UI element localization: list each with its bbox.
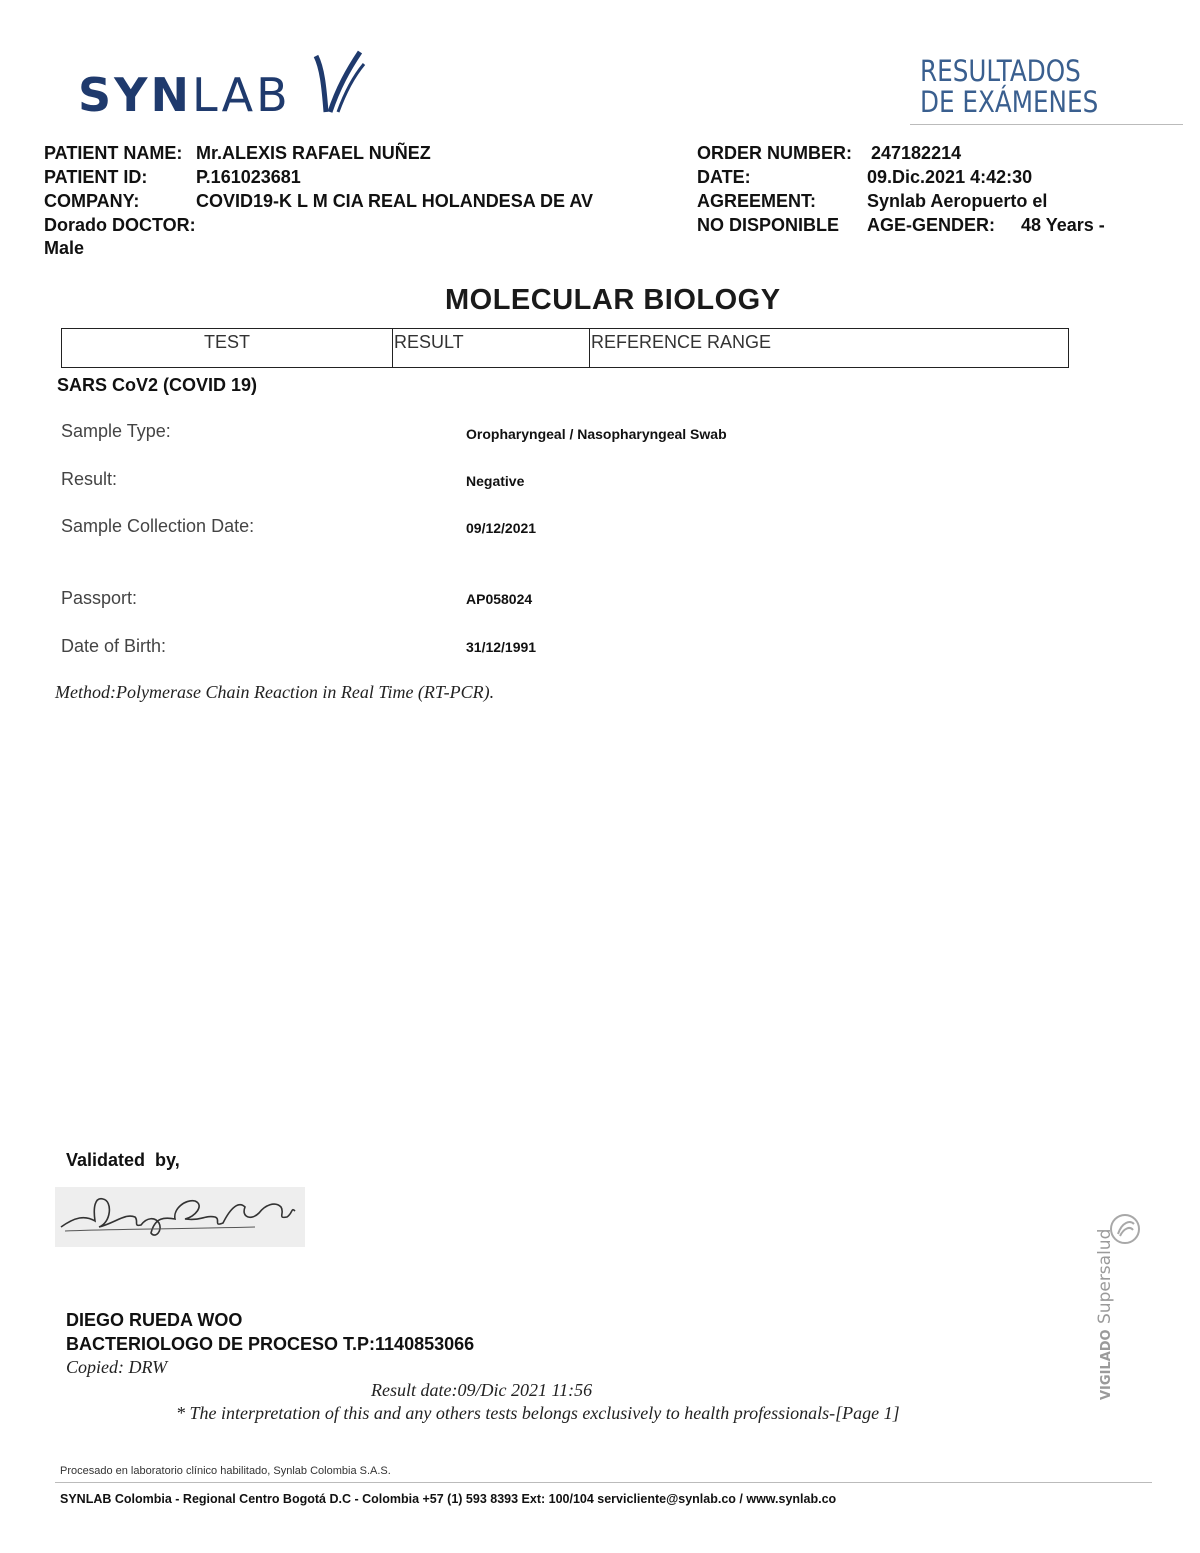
no-disponible: NO DISPONIBLE: [697, 215, 840, 235]
company-value: COVID19-K L M CIA REAL HOLANDESA DE AV: [196, 191, 594, 211]
doctor-line: Dorado DOCTOR:: [44, 215, 196, 235]
collection-date-value: 09/12/2021: [466, 520, 537, 536]
gender-line: Male: [44, 238, 85, 258]
collection-date-label: Sample Collection Date:: [61, 516, 255, 536]
synlab-logo: [78, 68, 291, 122]
footer-rule: [55, 1482, 1152, 1483]
header-rule: [910, 124, 1183, 125]
passport-value: AP058024: [466, 591, 533, 607]
disclaimer: * The interpretation of this and any others tests belongs exclusively to health professionals-[Page 1]: [176, 1403, 900, 1423]
section-title: MOLECULAR BIOLOGY: [445, 284, 781, 316]
result-date: Result date:09/Dic 2021 11:56: [371, 1380, 593, 1400]
validated-by: Validated by,: [66, 1150, 180, 1170]
results-table-header: [61, 328, 1069, 368]
patient-id-label: PATIENT ID:: [44, 167, 148, 187]
resultados-heading: [920, 56, 1098, 118]
logo-bold-text: SYN: [78, 68, 192, 122]
company-label: COMPANY:: [44, 191, 140, 211]
dob-label: Date of Birth:: [61, 636, 167, 656]
patient-id-value: P.161023681: [196, 167, 301, 187]
col-result: RESULT: [393, 329, 590, 368]
col-test: TEST: [62, 329, 393, 368]
validator-name: DIEGO RUEDA WOO: [66, 1310, 243, 1330]
col-reference: REFERENCE RANGE: [590, 329, 1069, 368]
vigilado-supersalud: [1095, 1229, 1115, 1400]
order-number-value: 247182214: [871, 143, 962, 163]
test-name: SARS CoV2 (COVID 19): [57, 375, 258, 395]
logo-light-text: LAB: [191, 68, 291, 122]
result-value: Negative: [466, 473, 525, 489]
order-number-label: ORDER NUMBER:: [697, 143, 852, 163]
vigilado-light: Supersalud: [1095, 1228, 1115, 1324]
resultados-line1: RESULTADOS: [920, 54, 1081, 88]
sample-type-value: Oropharyngeal / Nasopharyngeal Swab: [466, 426, 727, 442]
validator-title: BACTERIOLOGO DE PROCESO T.P:1140853066: [66, 1334, 475, 1354]
resultados-line2: DE EXÁMENES: [920, 85, 1099, 119]
vigilado-bold: VIGILADO: [1099, 1329, 1114, 1400]
result-label: Result:: [61, 469, 118, 489]
signature-image: [55, 1187, 305, 1247]
date-label: DATE:: [697, 167, 751, 187]
agreement-label: AGREEMENT:: [697, 191, 817, 211]
sample-type-label: Sample Type:: [61, 421, 171, 441]
dob-value: 31/12/1991: [466, 639, 537, 655]
patient-name-label: PATIENT NAME:: [44, 143, 183, 163]
footer-processed: Procesado en laboratorio clínico habilitado, Synlab Colombia S.A.S.: [60, 1465, 391, 1477]
age-gender-value: 48 Years -: [1021, 215, 1105, 235]
method-note: Method:Polymerase Chain Reaction in Real Time (RT-PCR).: [55, 682, 495, 702]
agreement-value: Synlab Aeropuerto el: [867, 191, 1048, 211]
date-value: 09.Dic.2021 4:42:30: [867, 167, 1033, 187]
patient-name-value: Mr.ALEXIS RAFAEL NUÑEZ: [196, 143, 431, 163]
passport-label: Passport:: [61, 588, 138, 608]
copied-by: Copied: DRW: [66, 1357, 168, 1377]
age-gender-label: AGE-GENDER:: [867, 215, 996, 235]
footer-contact: SYNLAB Colombia - Regional Centro Bogotá D.C - Colombia +57 (1) 593 8393 Ext: 100/104 servicliente@synlab.co / www.synlab.co: [60, 1492, 837, 1506]
synlab-wave-icon: [308, 48, 368, 116]
signature-drawing: [55, 1187, 305, 1247]
